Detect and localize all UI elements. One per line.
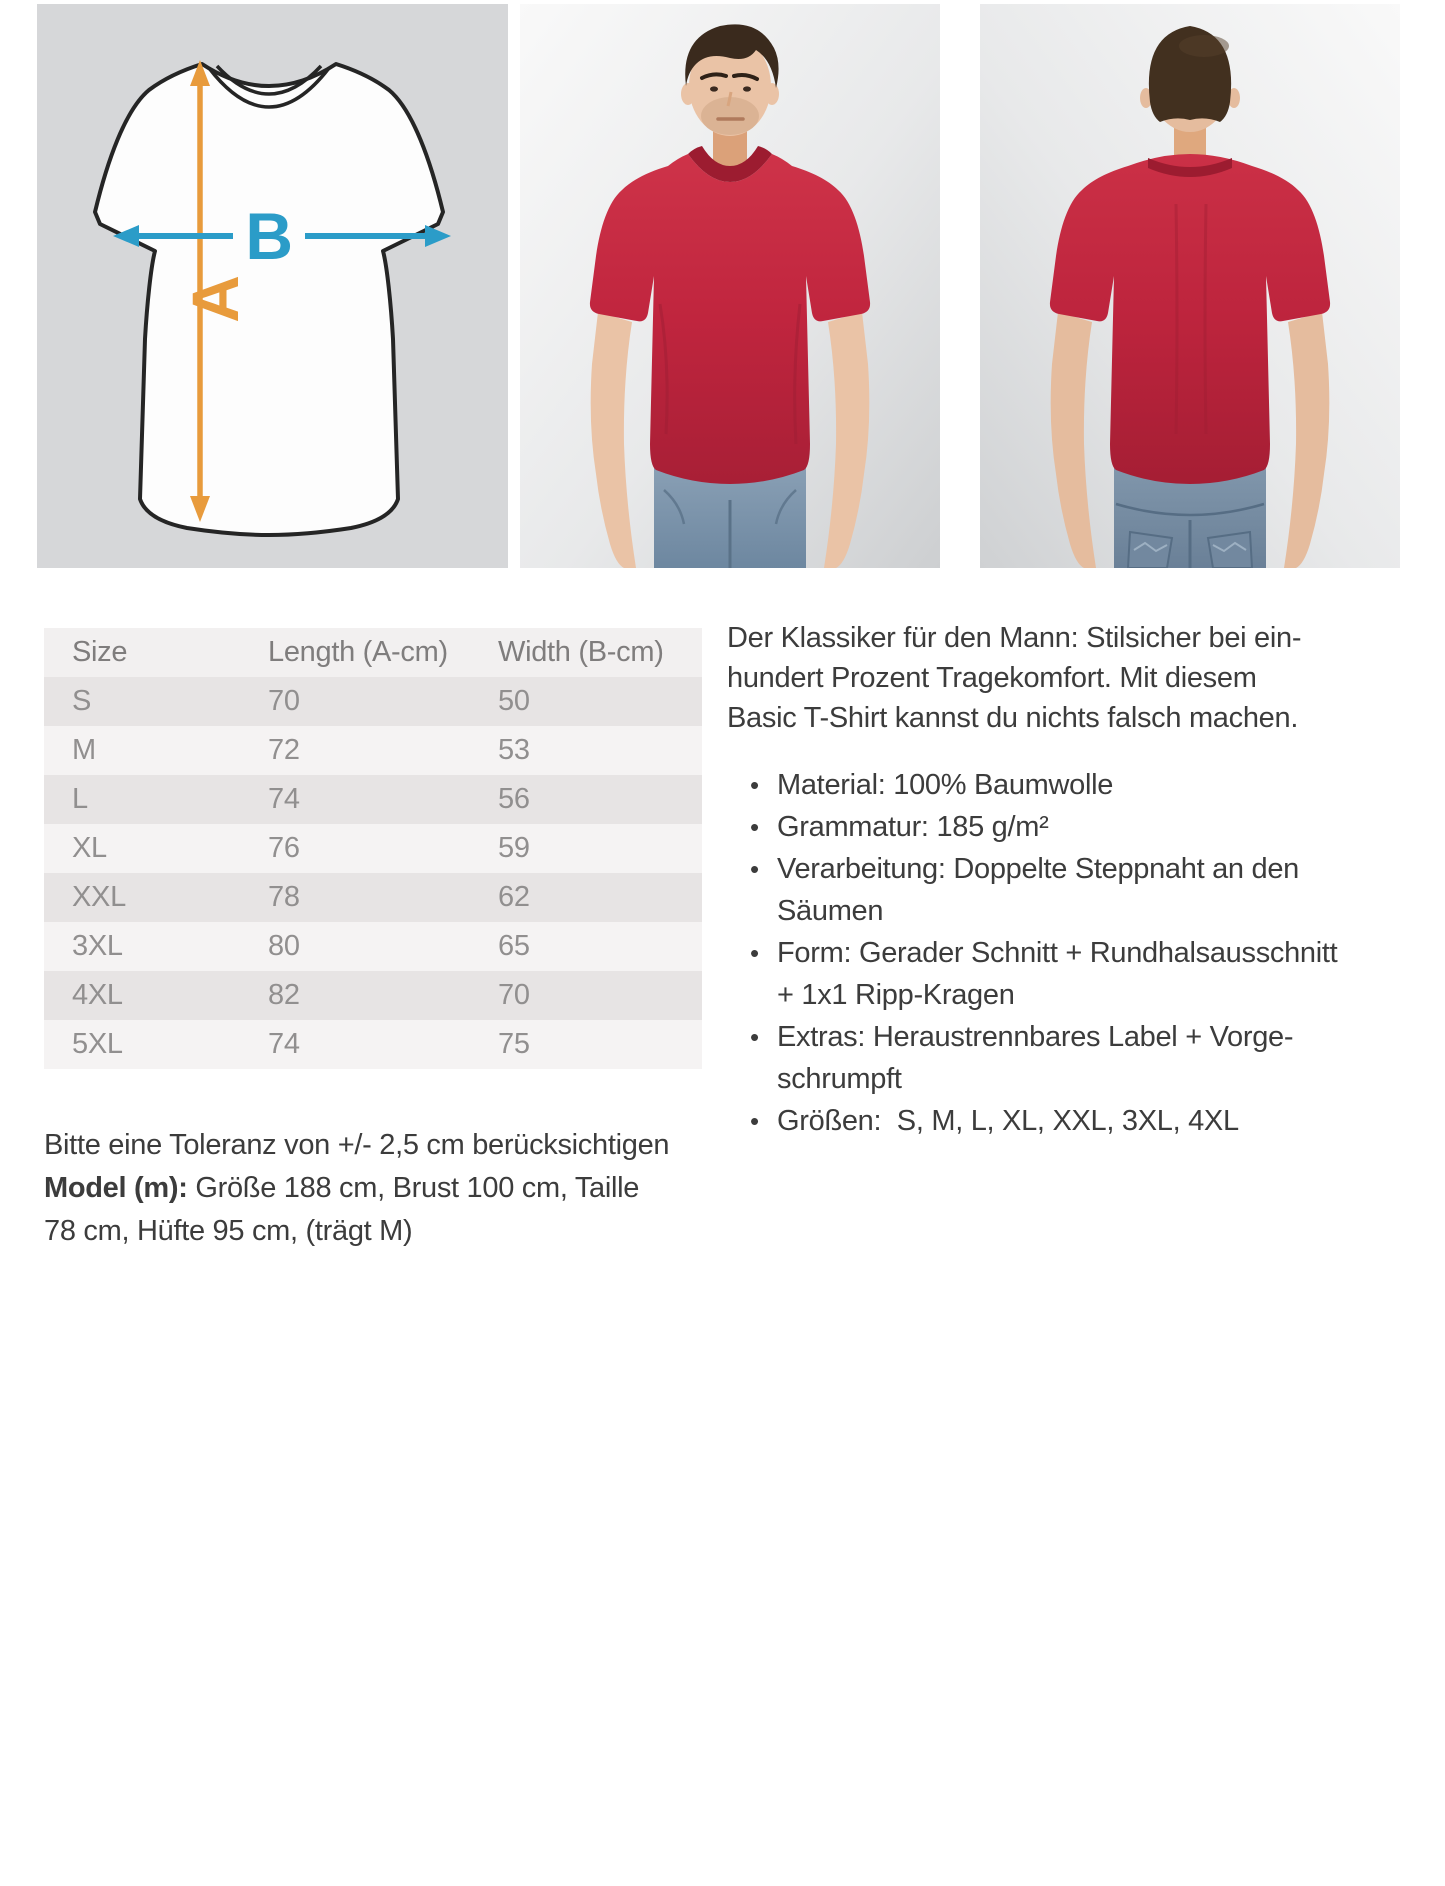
- bullet-item-groessen: [727, 1100, 1445, 1142]
- model-label: Model (m):: [44, 1172, 188, 1204]
- bullet-dot: •: [750, 812, 759, 842]
- bullet-line: Extras: Heraustrennbares Label + Vorge-: [777, 1021, 1294, 1053]
- size-row-5xl: [44, 1020, 702, 1069]
- length-cell: 80: [240, 922, 470, 971]
- intro-line: Der Klassiker für den Mann: Stilsicher bei ein-: [727, 622, 1302, 654]
- size-cell: L: [44, 775, 240, 824]
- bullet-dot: •: [750, 938, 759, 968]
- bullet-dot: •: [750, 854, 759, 884]
- size-diagram-drawing: [37, 4, 508, 568]
- model-info-line2: 78 cm, Hüfte 95 cm, (trägt M): [44, 1215, 413, 1247]
- bullet-item-verarbeitung: [727, 848, 1445, 932]
- bullet-dot: •: [750, 1022, 759, 1052]
- width-cell: 65: [470, 922, 702, 971]
- size-row-xl: [44, 824, 702, 873]
- model-info-line1: [44, 1167, 669, 1210]
- size-row-l: [44, 775, 702, 824]
- size-column-header: Size: [44, 628, 240, 677]
- length-cell: 74: [240, 775, 470, 824]
- size-cell: M: [44, 726, 240, 775]
- model-measurements: Größe 188 cm, Brust 100 cm, Taille: [187, 1172, 640, 1204]
- length-cell: 78: [240, 873, 470, 922]
- bullet-line: schrumpft: [777, 1063, 902, 1095]
- intro-line: Basic T-Shirt kannst du nichts falsch machen.: [727, 702, 1299, 734]
- width-cell: 75: [470, 1020, 702, 1069]
- intro-line: hundert Prozent Tragekomfort. Mit diesem: [727, 662, 1257, 694]
- bullet-item-material: [727, 764, 1445, 806]
- length-cell: 74: [240, 1020, 470, 1069]
- size-cell: 4XL: [44, 971, 240, 1020]
- bullet-item-grammatur: [727, 806, 1445, 848]
- bullet-item-extras: [727, 1016, 1445, 1100]
- length-column-header: Length (A-cm): [240, 628, 470, 677]
- size-row-xxl: [44, 873, 702, 922]
- size-cell: S: [44, 677, 240, 726]
- size-row-m: [44, 726, 702, 775]
- product-images-row: [37, 4, 1400, 568]
- length-cell: 70: [240, 677, 470, 726]
- bullet-line: Verarbeitung: Doppelte Steppnaht an den: [777, 853, 1299, 885]
- tolerance-line: Bitte eine Toleranz von +/- 2,5 cm berücksichtigen: [44, 1129, 670, 1161]
- width-cell: 59: [470, 824, 702, 873]
- length-label: A: [178, 275, 252, 323]
- size-row-4xl: [44, 971, 702, 1020]
- bullet-line: Größen: S, M, L, XL, XXL, 3XL, 4XL: [777, 1105, 1239, 1137]
- feature-bullet-list: [727, 764, 1445, 1142]
- width-cell: 62: [470, 873, 702, 922]
- width-cell: 53: [470, 726, 702, 775]
- bullet-dot: •: [750, 770, 759, 800]
- size-table-header-row: [44, 628, 702, 677]
- size-row-s: [44, 677, 702, 726]
- bullet-line: Grammatur: 185 g/m²: [777, 811, 1049, 843]
- width-cell: 50: [470, 677, 702, 726]
- size-table: [44, 628, 702, 1069]
- product-description-panel: [727, 618, 1445, 1142]
- tolerance-note: [44, 1124, 669, 1253]
- size-cell: XXL: [44, 873, 240, 922]
- width-column-header: Width (B-cm): [470, 628, 702, 677]
- back-photo-drawing: [980, 4, 1400, 568]
- bullet-line: Form: Gerader Schnitt + Rundhalsausschnitt: [777, 937, 1338, 969]
- width-cell: 70: [470, 971, 702, 1020]
- bullet-line: Säumen: [777, 895, 884, 927]
- bullet-line: + 1x1 Ripp-Kragen: [777, 979, 1015, 1011]
- size-cell: XL: [44, 824, 240, 873]
- size-cell: 3XL: [44, 922, 240, 971]
- description-intro: [727, 618, 1445, 738]
- bullet-dot: •: [750, 1106, 759, 1136]
- tshirt-outline: [95, 64, 443, 535]
- bullet-item-form: [727, 932, 1445, 1016]
- bullet-line: Material: 100% Baumwolle: [777, 769, 1114, 801]
- back-photo-image: [980, 4, 1400, 568]
- front-photo-drawing: [520, 4, 940, 568]
- size-cell: 5XL: [44, 1020, 240, 1069]
- length-cell: 82: [240, 971, 470, 1020]
- width-cell: 56: [470, 775, 702, 824]
- size-row-3xl: [44, 922, 702, 971]
- front-photo-image: [520, 4, 940, 568]
- width-label: B: [245, 199, 293, 273]
- size-diagram-image: [37, 4, 508, 568]
- length-cell: 72: [240, 726, 470, 775]
- length-cell: 76: [240, 824, 470, 873]
